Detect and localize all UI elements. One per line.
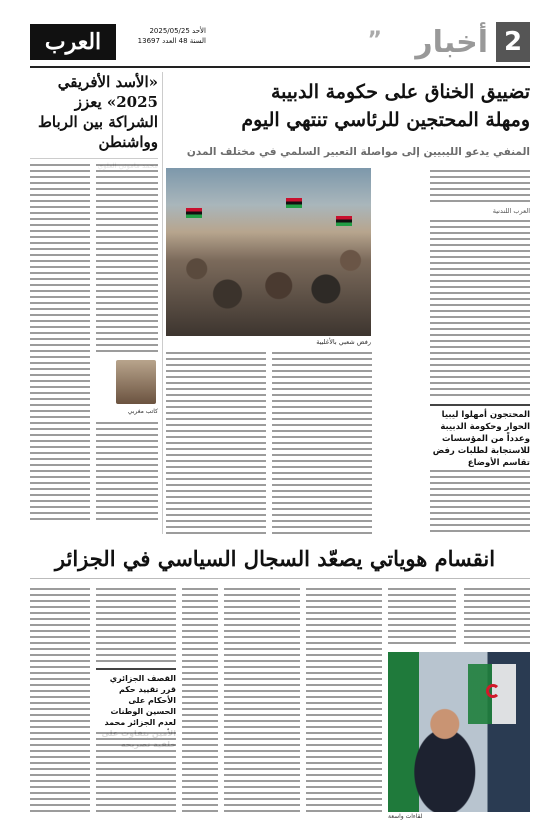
second-text-col2 [388,586,456,646]
quote-mark-icon: ” [367,28,382,53]
lead-byline: العرب اللندنية [492,207,530,215]
lead-pull-quote: المحتجون أمهلوا ليبيا الحوار وحكومة الدبيبة وعدداً من المؤسسات للاستجابة لطلبات رفض تقاسم الأوضاع [430,404,530,469]
second-headline-rule [30,578,530,579]
crescent-icon [486,684,500,698]
date-line: الأحد 2025/05/25 [149,27,206,35]
second-text-col1 [464,586,530,646]
lead-headline-line1: تضييق الخناق على حكومة الدبيبة [271,81,530,103]
issue-line: السنة 48 العدد 13697 [137,37,206,45]
column-divider [162,72,163,534]
second-text-col4 [224,586,300,812]
flag-icon [336,216,352,226]
lead-text-col1 [430,218,530,400]
protest-photo [166,168,371,336]
second-pull-quote: القصف الجزائري قرر تقييد حكم الأحكام على الحسين الوطنات لعدم الجزائر محمد [96,668,176,750]
second-photo-caption: لقاءات واسعة [388,813,423,820]
lead-headline [180,78,530,134]
second-text-col5 [96,586,176,662]
second-text-col5b [96,730,176,812]
second-text-col7 [182,586,218,812]
lead-text-col2 [166,350,266,534]
second-text-col6 [30,586,90,812]
lead-photo-caption: رفض شعبي بالأغلبية [316,338,371,346]
flag-icon [286,198,302,208]
section-title: أخبار [415,25,488,60]
section-number: 2 [496,22,530,62]
header-rule [30,66,530,68]
lead-text-col3 [272,350,372,534]
opinion-text-col1 [30,162,90,520]
author-photo [116,360,156,404]
flag-icon [186,208,202,218]
issue-info [126,26,206,46]
newspaper-logo: العرب [30,24,116,60]
opinion-headline: «الأسد الأفريقي 2025» يعزز الشراكة بين الرباط وواشنطن [38,73,158,151]
page-header [30,22,530,64]
author-caption: كاتب مغربي [127,408,158,415]
opinion-text-col2 [96,162,158,352]
lead-intro-text [430,168,530,204]
lead-text-col1b [430,468,530,534]
lead-subheadline: المنفي يدعو الليبيين إلى مواصلة التعبير السلمي في مختلف المدن [186,146,530,158]
second-text-col3 [306,586,382,812]
opinion-text-col2b [96,420,158,520]
lead-headline-line2: ومهلة المحتجين للرئاسي تنتهي اليوم [241,109,530,131]
second-headline: انقسام هوياتي يصعّد السجال السياسي في الجزائر [54,546,496,571]
